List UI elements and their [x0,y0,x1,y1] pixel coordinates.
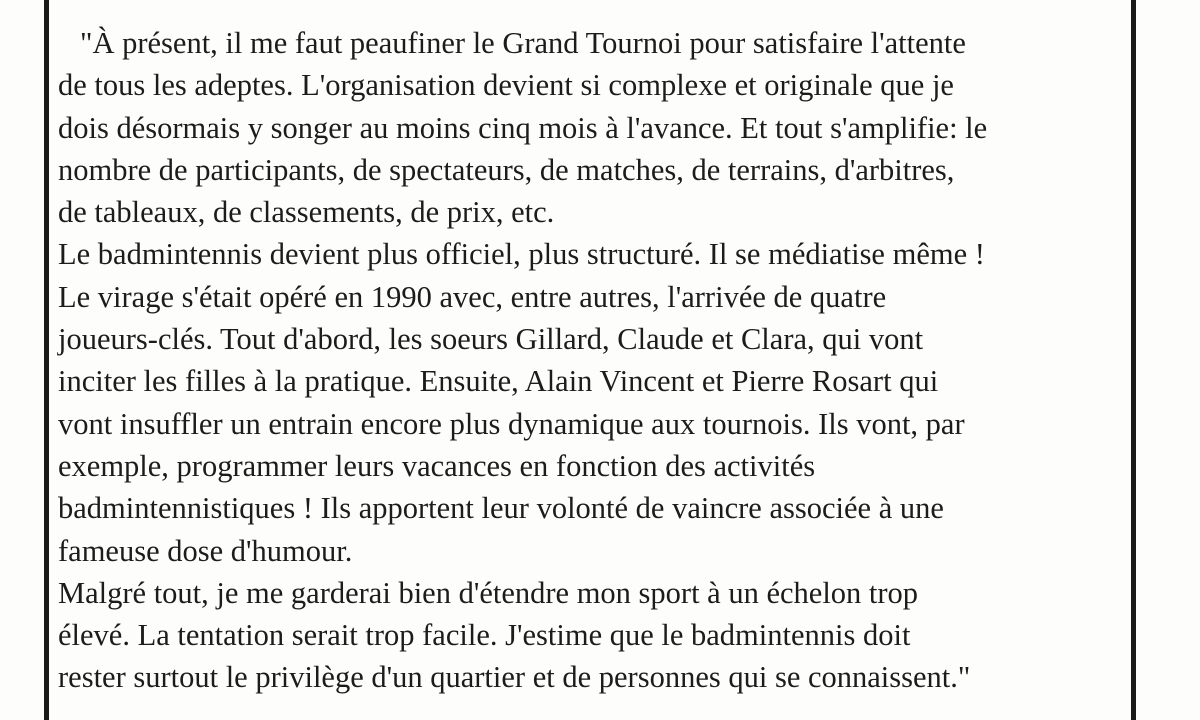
text-line: de tableaux, de classements, de prix, etc. [58,195,555,230]
text-line: Le virage s'était opéré en 1990 avec, entre autres, l'arrivée de quatre [58,279,887,314]
text-line: fameuse dose d'humour. [58,533,353,568]
text-line: élevé. La tentation serait trop facile. J'estime que le badmintennis doit [58,618,911,653]
text-line: rester surtout le privilège d'un quartier et de personnes qui se connaissent." [58,660,971,695]
text-line: dois désormais y songer au moins cinq mois à l'avance. Et tout s'amplifie: le [58,110,988,145]
text-line: joueurs-clés. Tout d'abord, les soeurs Gillard, Claude et Clara, qui vont [58,322,924,357]
text-line: Le badmintennis devient plus officiel, plus structuré. Il se médiatise même ! [58,237,985,272]
text-line: vont insuffler un entrain encore plus dynamique aux tournois. Ils vont, par [58,406,965,441]
text-line: nombre de participants, de spectateurs, de matches, de terrains, d'arbitres, [58,152,955,187]
text-line: inciter les filles à la pratique. Ensuite, Alain Vincent et Pierre Rosart qui [58,364,939,399]
quote-text-block [58,22,1128,699]
text-line: "À présent, il me faut peaufiner le Grand Tournoi pour satisfaire l'attente [80,26,966,60]
text-line: exemple, programmer leurs vacances en fonction des activités [58,448,816,483]
text-line: de tous les adeptes. L'organisation devient si complexe et originale que je [58,68,954,103]
text-line: Malgré tout, je me garderai bien d'étendre mon sport à un échelon trop [58,575,919,610]
text-line: badmintennistiques ! Ils apportent leur volonté de vaincre associée à une [58,491,944,526]
